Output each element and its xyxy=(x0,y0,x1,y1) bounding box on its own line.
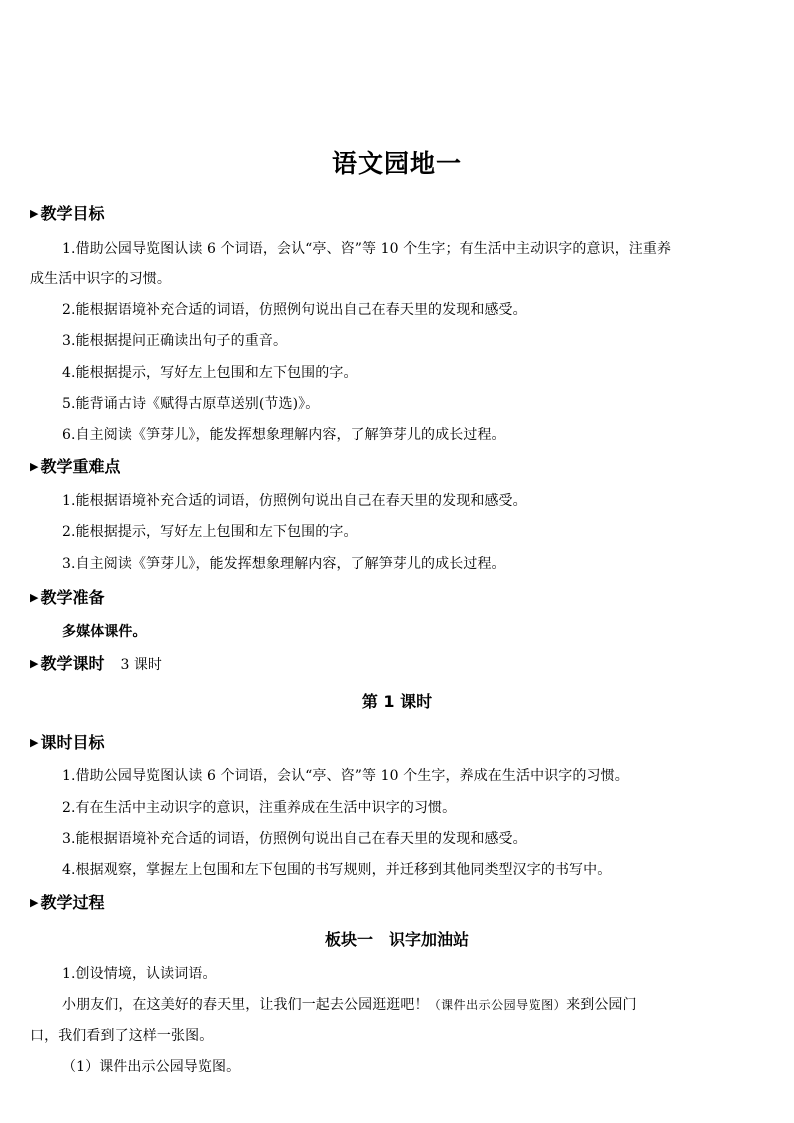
lesson-heading: 第 1 课时 xyxy=(361,692,433,711)
lesson-goal-item-4: 4.根据观察，掌握左上包围和左下包围的书写规则，并迁移到其他同类型汉字的书写中。 xyxy=(62,862,612,878)
process-intro-line: 小朋友们，在这美好的春天里，让我们一起去公园逛逛吧！（课件出示公园导览图）来到公园门 xyxy=(62,997,637,1013)
section-heading-key-points: ▶ 教学重难点 xyxy=(30,457,121,476)
triangle-marker-icon: ▶ xyxy=(30,736,39,749)
triangle-marker-icon: ▶ xyxy=(30,207,39,220)
lesson-goal-item-1: 1.借助公园导览图认读 6 个词语，会认“亭、咨”等 10 个生字，养成在生活中识字的习惯。 xyxy=(62,768,629,784)
process-step-1: 1.创设情境，认读词语。 xyxy=(62,966,217,982)
key-point-item-1: 1.能根据语境补充合适的词语，仿照例句说出自己在春天里的发现和感受。 xyxy=(62,493,527,509)
goal-item-4: 4.能根据提示，写好左上包围和左下包围的字。 xyxy=(62,365,358,381)
courseware-note: （课件出示公园导览图） xyxy=(428,998,567,1012)
triangle-marker-icon: ▶ xyxy=(30,591,39,604)
block-title: 板块一 识字加油站 xyxy=(324,930,469,949)
goal-item-3: 3.能根据提问正确读出句子的重音。 xyxy=(62,333,288,349)
goal-item-5: 5.能背诵古诗《赋得古原草送别(节选)》。 xyxy=(62,396,320,412)
page-title: 语文园地一 xyxy=(331,149,462,178)
section-heading-goals: ▶ 教学目标 xyxy=(30,204,105,223)
triangle-marker-icon: ▶ xyxy=(30,896,39,909)
lesson-goal-item-3: 3.能根据语境补充合适的词语，仿照例句说出自己在春天里的发现和感受。 xyxy=(62,831,527,847)
process-sub-1: （1）课件出示公园导览图。 xyxy=(62,1059,241,1075)
triangle-marker-icon: ▶ xyxy=(30,460,39,473)
triangle-marker-icon: ▶ xyxy=(30,657,39,670)
goal-item-6: 6.自主阅读《笋芽儿》，能发挥想象理解内容，了解笋芽儿的成长过程。 xyxy=(62,427,506,443)
goal-item-1-cont: 成生活中识字的习惯。 xyxy=(30,271,171,287)
section-heading-process: ▶ 教学过程 xyxy=(30,893,105,912)
goal-item-1: 1.借助公园导览图认读 6 个词语，会认“亭、咨”等 10 个生字；有生活中主动识字的意识，注重养 xyxy=(62,241,672,257)
section-heading-prep: ▶ 教学准备 xyxy=(30,588,105,607)
lesson-goal-item-2: 2.有在生活中主动识字的意识，注重养成在生活中识字的习惯。 xyxy=(62,800,457,816)
hours-value: 3 课时 xyxy=(120,657,162,673)
key-point-item-2: 2.能根据提示，写好左上包围和左下包围的字。 xyxy=(62,524,358,540)
process-intro-line-cont: 口，我们看到了这样一张图。 xyxy=(30,1028,214,1044)
key-point-item-3: 3.自主阅读《笋芽儿》，能发挥想象理解内容，了解笋芽儿的成长过程。 xyxy=(62,556,506,572)
section-heading-lesson-goals: ▶ 课时目标 xyxy=(30,733,105,752)
prep-text: 多媒体课件。 xyxy=(62,624,147,640)
goal-item-2: 2.能根据语境补充合适的词语，仿照例句说出自己在春天里的发现和感受。 xyxy=(62,302,527,318)
section-heading-hours: ▶ 教学课时 3 课时 xyxy=(30,654,162,673)
